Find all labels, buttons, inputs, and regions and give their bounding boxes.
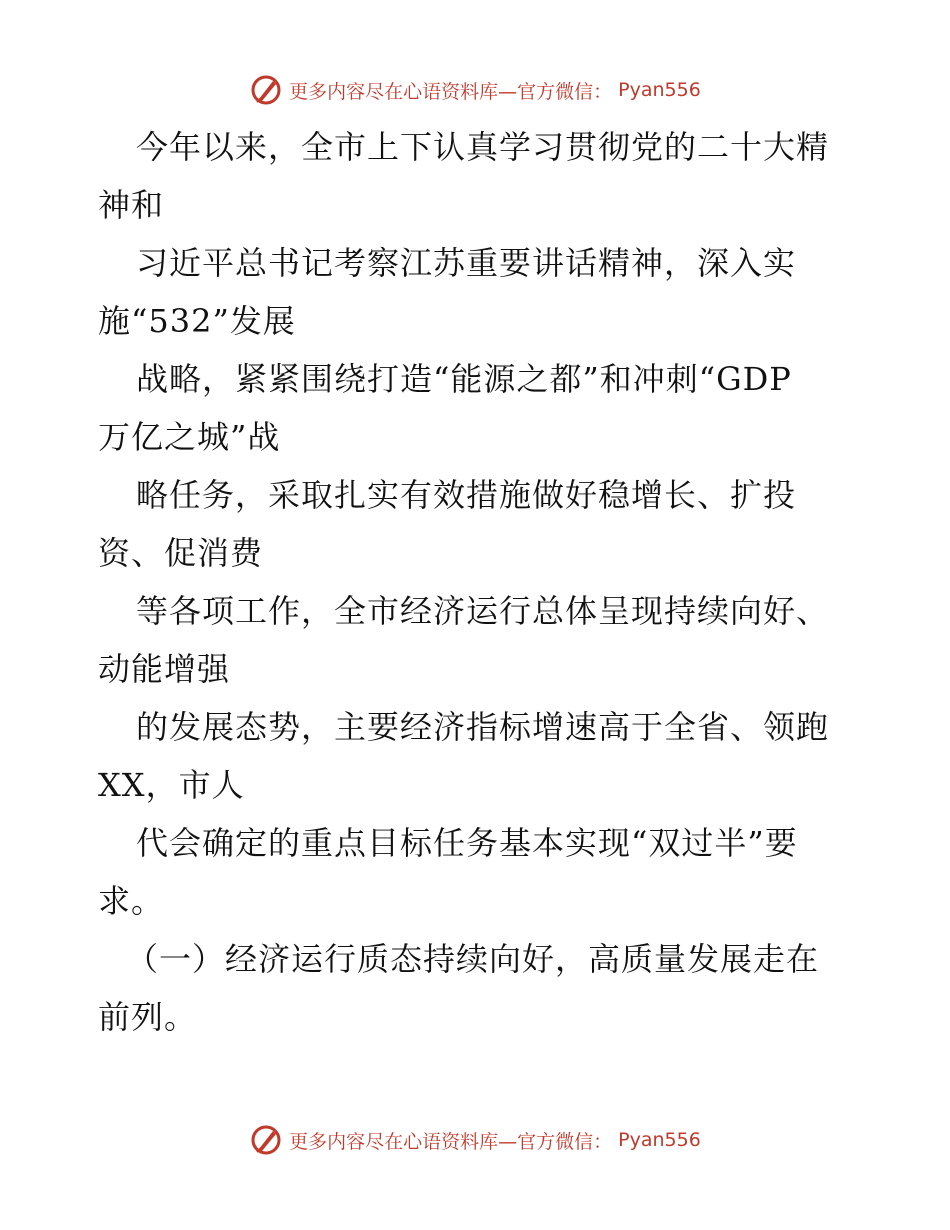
footer-watermark bbox=[0, 1120, 950, 1160]
text-line: 等各项工作，全市经济运行总体呈现持续向好、 bbox=[136, 592, 830, 630]
text-line: 习近平总书记考察江苏重要讲话精神，深入实 bbox=[136, 244, 797, 282]
section-heading: （一）经济运行质态持续向好，高质量发展走在 bbox=[126, 940, 820, 978]
watermark-wechat-id: Pyan556 bbox=[618, 79, 701, 101]
watermark-text: 更多内容尽在心语资料库—官方微信： bbox=[289, 80, 613, 103]
text-line: 神和 bbox=[98, 186, 165, 224]
section-heading-continuation: 前列。 bbox=[98, 998, 198, 1036]
text-line: 资、促消费 bbox=[98, 534, 264, 572]
quill-pen-logo-icon bbox=[249, 1123, 283, 1157]
text-line: 万亿之城”战 bbox=[98, 418, 281, 456]
document-body bbox=[98, 118, 858, 1046]
text-line: 代会确定的重点目标任务基本实现“双过半”要 bbox=[136, 824, 798, 862]
text-line: 的发展态势，主要经济指标增速高于全省、领跑 bbox=[136, 708, 830, 746]
text-line: XX，市人 bbox=[98, 766, 245, 804]
text-line: 战略，紧紧围绕打造“能源之都”和冲刺“GDP bbox=[136, 360, 792, 398]
watermark-text: 更多内容尽在心语资料库—官方微信： bbox=[289, 1130, 613, 1153]
text-line: 动能增强 bbox=[98, 650, 231, 688]
watermark-wechat-id: Pyan556 bbox=[618, 1129, 701, 1151]
quill-pen-logo-icon bbox=[249, 73, 283, 107]
text-line: 求。 bbox=[98, 882, 165, 920]
header-watermark bbox=[0, 70, 950, 110]
text-line: 略任务，采取扎实有效措施做好稳增长、扩投 bbox=[136, 476, 797, 514]
text-line: 施“532”发展 bbox=[98, 302, 296, 340]
text-line: 今年以来，全市上下认真学习贯彻党的二十大精 bbox=[136, 128, 830, 166]
